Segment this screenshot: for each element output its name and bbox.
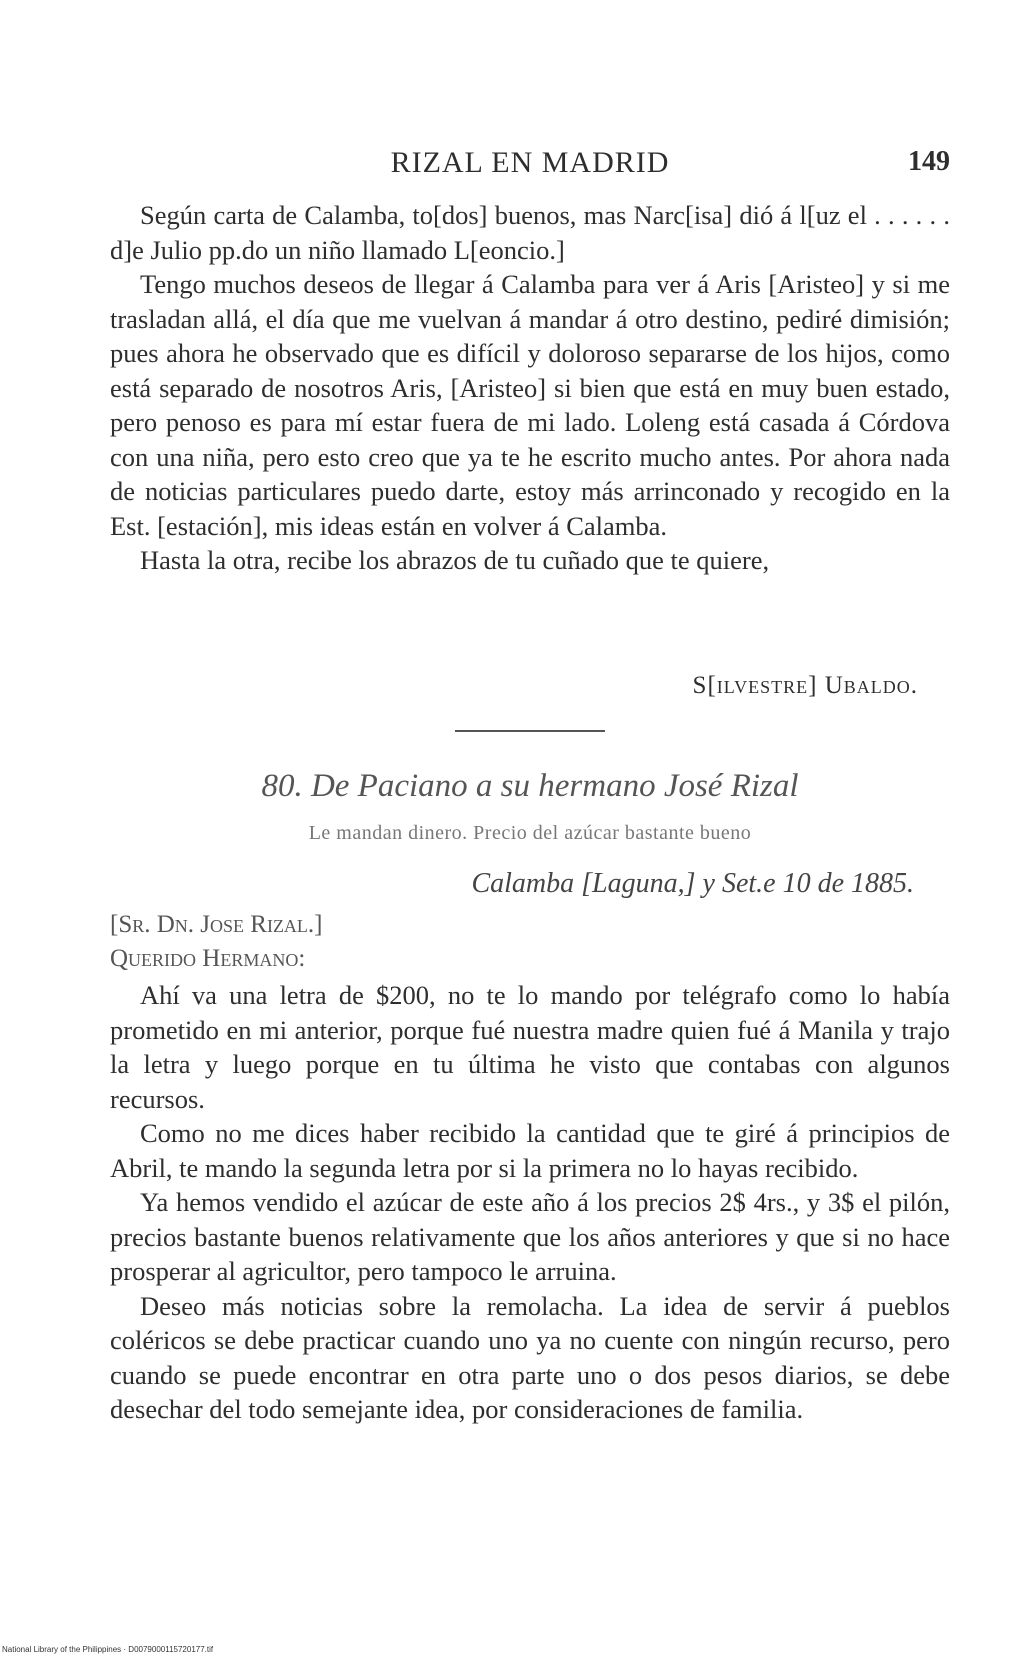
section-divider xyxy=(455,730,605,732)
letter-title: 80. De Paciano a su hermano José Rizal xyxy=(261,768,799,804)
page-number: 149 xyxy=(908,146,950,177)
paragraph: Ahí va una letra de $200, no te lo mando por telégrafo como lo había prometido en mi anterior, porque fué nuestra madre quien fué á Manila y trajo la letra y luego porque en tu última he visto que contabas con algunos recursos. xyxy=(110,980,950,1114)
paragraph: Tengo muchos deseos de llegar á Calamba para ver á Aris [Aristeo] y si me trasladan allá, el día que me vuelvan á mandar á otro destino, pediré dimisión; pues ahora he observado que es difícil y doloroso separarse de los hijos, como está separado de nosotros Aris, [Aristeo] si bien que está en muy buen estado, pero penoso es para mí estar fuera de mi lado. Loleng está casada á Córdova con una niña, pero esto creo que ya te he escrito mucho antes. Por ahora nada de noticias particulares puedo darte, estoy más arrinconado y recogido en la Est. [estación], mis ideas están en volver á Calamba. xyxy=(110,269,950,541)
running-title: RIZAL EN MADRID xyxy=(390,146,670,179)
addressee: [Sr. Dn. Jose Rizal.] xyxy=(110,911,323,938)
paragraph: Como no me dices haber recibido la cantidad que te giré á principios de Abril, te mando la segunda letra por si la primera no lo hayas recibido. xyxy=(110,1118,950,1183)
paragraph: Deseo más noticias sobre la remolacha. La idea de servir á pueblos coléricos se debe practicar cuando uno ya no cuente con ningún recurso, pero cuando se puede encontrar en otra parte uno o dos pesos diarios, se debe desechar del todo semejante idea, por consideraciones de familia. xyxy=(110,1290,950,1424)
dateline: Calamba [Laguna,] y Set.e 10 de 1885. xyxy=(471,868,914,899)
paragraph: Ya hemos vendido el azúcar de este año á los precios 2$ 4rs., y 3$ el pilón, precios bastante buenos relativamente que los años anteriores y que si no hace prosperar al agricultor, pero tampoco le arruina. xyxy=(110,1187,950,1286)
letter-80-body xyxy=(110,978,950,1427)
page-header xyxy=(110,146,950,186)
signature: S[ilvestre] Ubaldo. xyxy=(692,672,918,699)
paragraph: Hasta la otra, recibe los abrazos de tu cuñado que te quiere, xyxy=(140,545,770,575)
archive-stamp: National Library of the Philippines · D0079000115720177.tif xyxy=(2,1645,214,1654)
paragraph: Según carta de Calamba, to[dos] buenos, mas Narc[isa] dió á l[uz el . . . . . . d]e Julio pp.do un niño llamado L[eoncio.] xyxy=(110,200,950,265)
greeting: Querido Hermano: xyxy=(110,945,306,972)
letter-79-body xyxy=(110,198,950,578)
letter-subtitle: Le mandan dinero. Precio del azúcar bastante bueno xyxy=(308,822,752,844)
salutation xyxy=(110,908,323,976)
